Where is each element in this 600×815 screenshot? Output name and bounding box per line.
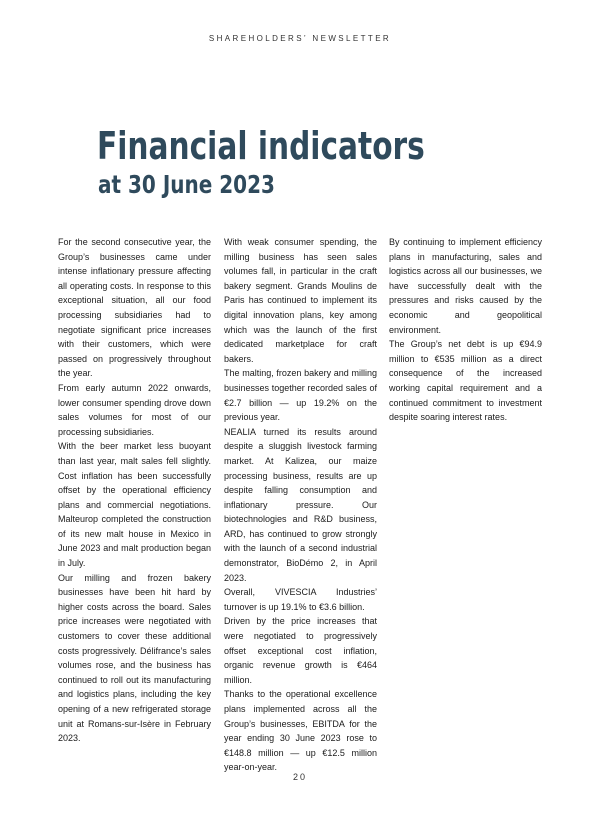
text-column-3 xyxy=(389,235,542,425)
paragraph: Thanks to the operational excellence plans implemented across all the Group’s businesses, EBITDA for the year ending 30 June 2023 rose to €148.8 million — up €12.5 million year-on-year. xyxy=(224,689,377,773)
paragraph: For the second consecutive year, the Group’s businesses came under intense inflationary pressure affecting all operating costs. In response to this exceptional situation, all our food processing subsidiaries had to negotiate significant price increases with their customers, which were passed on progressively throughout the year. xyxy=(58,237,211,379)
text-column-1 xyxy=(58,235,211,746)
paragraph: The Group’s net debt is up €94.9 million to €535 million as a direct consequence of the increased working capital requirement and a continued commitment to investment despite soaring interest rates. xyxy=(389,339,542,423)
paragraph: Our milling and frozen bakery businesses have been hit hard by higher costs across the board. Sales price increases were negotiated with customers to cover these additional costs progressively. Délifrance’s sales volumes rose, and the business has continued to roll out its manufacturing and logistics plans, including the key opening of a new refrigerated storage unit at Romans-sur-Isère in February 2023. xyxy=(58,572,211,744)
page-subtitle: at 30 June 2023 xyxy=(98,170,275,199)
paragraph: From early autumn 2022 onwards, lower consumer spending drove down sales volumes for most of our processing subsidiaries. xyxy=(58,382,211,437)
newsletter-header: SHAREHOLDERS’ NEWSLETTER xyxy=(208,34,392,43)
paragraph: By continuing to implement efficiency plans in manufacturing, sales and logistics across all our businesses, we have successfully dealt with the pressures and risks caused by the economic and geopolitical environment. xyxy=(389,237,542,335)
paragraph: With weak consumer spending, the milling business has seen sales volumes fall, in particular in the craft bakery segment. Grands Moulins de Paris has continued to implement its digital innovation plans, key among which was the launch of the first dedicated marketplace for craft bakers. xyxy=(224,237,377,364)
paragraph: Overall, VIVESCIA Industries’ turnover is up 19.1% to €3.6 billion. xyxy=(224,587,377,612)
paragraph: With the beer market less buoyant than last year, malt sales fell slightly. Cost inflation has been successfully offset by the operational efficiency plans and commercial negotiations. Malteurop completed the construction of its new malt house in Mexico in June 2023 and malt production began in July. xyxy=(58,441,211,569)
paragraph: The malting, frozen bakery and milling businesses together recorded sales of €2.7 billion — up 19.2% on the previous year. xyxy=(224,368,377,423)
page-title: Financial indicators xyxy=(97,124,425,168)
page-number: 20 xyxy=(292,772,307,782)
paragraph: NEALIA turned its results around despite a sluggish livestock farming market. At Kalizea, our maize processing business, results are up despite falling consumption and inflationary pressure. Our biotechnologies and R&D business, ARD, has continued to grow strongly with the launch of a second industrial demonstrator, BioDémo 2, in April 2023. xyxy=(224,426,377,583)
paragraph: Driven by the price increases that were negotiated to progressively offset exceptional cost inflation, organic revenue growth is €464 million. xyxy=(224,616,377,685)
text-column-2 xyxy=(224,235,377,775)
